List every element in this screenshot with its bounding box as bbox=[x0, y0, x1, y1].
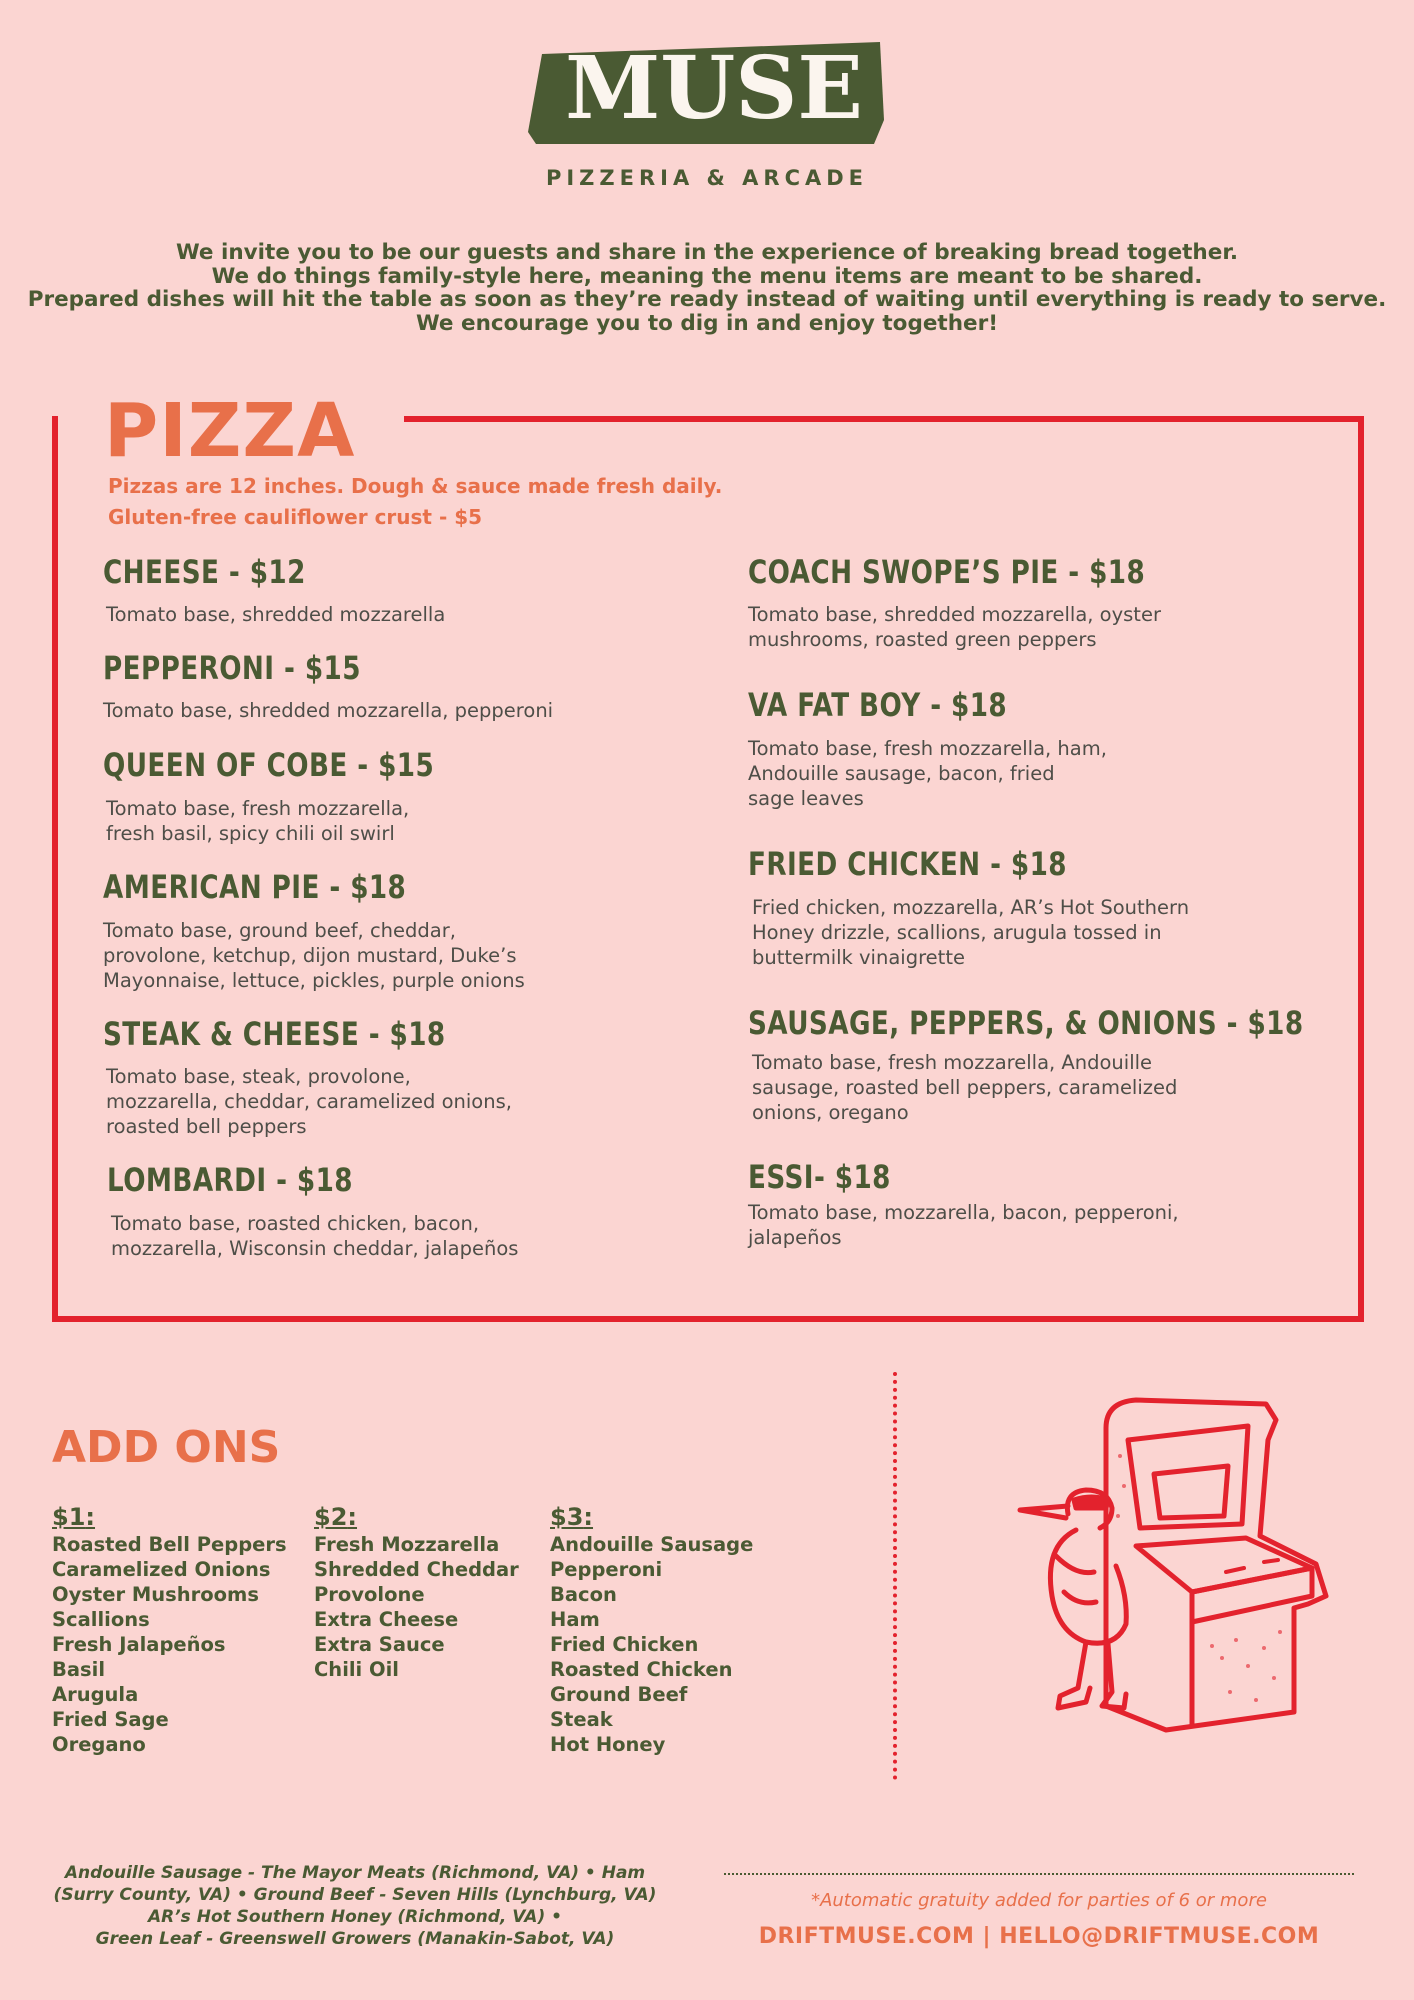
addon-item: Extra Cheese bbox=[314, 1608, 459, 1631]
desc-line: Tomato base, roasted chicken, bacon, bbox=[111, 1212, 480, 1235]
intro-text bbox=[0, 241, 1414, 335]
addon-price-heading: $2: bbox=[314, 1503, 358, 1531]
addon-item: Roasted Chicken bbox=[550, 1658, 733, 1681]
addon-item: Hot Honey bbox=[550, 1733, 666, 1756]
menu-item-desc bbox=[752, 1050, 1177, 1125]
menu-item-desc bbox=[106, 1064, 512, 1139]
menu-item-name: SAUSAGE, PEPPERS, & ONIONS - $18 bbox=[748, 1004, 1304, 1042]
addons-title: ADD ONS bbox=[52, 1422, 281, 1473]
addon-item: Oyster Mushrooms bbox=[52, 1583, 259, 1606]
desc-line: mozzarella, cheddar, caramelized onions, bbox=[106, 1090, 512, 1113]
contact-info[interactable]: DRIFTMUSE.COM | HELLO@DRIFTMUSE.COM bbox=[758, 1924, 1320, 1949]
addon-item: Roasted Bell Peppers bbox=[52, 1533, 287, 1556]
muse-logo bbox=[528, 36, 892, 144]
desc-line: sage leaves bbox=[748, 787, 864, 810]
addon-item: Ham bbox=[550, 1608, 600, 1631]
addon-item: Ground Beef bbox=[550, 1683, 688, 1706]
addon-item: Basil bbox=[52, 1658, 105, 1681]
addon-item: Extra Sauce bbox=[314, 1633, 445, 1656]
desc-line: Tomato base, steak, provolone, bbox=[106, 1065, 411, 1088]
addon-column-3 bbox=[550, 1502, 753, 1757]
pizza-title: PIZZA bbox=[104, 388, 356, 474]
addon-column-2 bbox=[314, 1502, 519, 1682]
desc-line: Tomato base, fresh mozzarella, Andouille bbox=[752, 1051, 1153, 1074]
addon-item: Andouille Sausage bbox=[550, 1533, 754, 1556]
addon-item: Chili Oil bbox=[314, 1658, 399, 1681]
menu-item-name: QUEEN OF COBE - $15 bbox=[103, 746, 435, 784]
desc-line: Andouille sausage, bacon, fried bbox=[748, 762, 1055, 785]
addon-item: Arugula bbox=[52, 1683, 139, 1706]
sources-line: Green Leaf - Greenswell Growers (Manakin-Sabot, VA) bbox=[95, 1929, 615, 1949]
desc-line: jalapeños bbox=[748, 1226, 842, 1249]
desc-line: provolone, ketchup, dijon mustard, Duke’s bbox=[103, 944, 517, 967]
sources-line: (Surry County, VA) • Ground Beef - Seven Hills (Lynchburg, VA) bbox=[53, 1885, 657, 1905]
pizza-note: Pizzas are 12 inches. Dough & sauce made fresh daily. bbox=[108, 474, 723, 498]
menu-item-desc bbox=[103, 918, 525, 993]
addon-item: Steak bbox=[550, 1708, 613, 1731]
addon-item: Oregano bbox=[52, 1733, 146, 1756]
menu-item-name: PEPPERONI - $15 bbox=[103, 649, 361, 687]
addon-price-heading: $3: bbox=[550, 1503, 594, 1531]
desc-line: Tomato base, mozzarella, bacon, pepperoni, bbox=[748, 1201, 1179, 1224]
pizza-note: Gluten-free cauliflower crust - $5 bbox=[108, 505, 483, 529]
menu-item-desc bbox=[748, 602, 1161, 652]
desc-line: Tomato base, ground beef, cheddar, bbox=[103, 919, 456, 942]
horizontal-dotted-divider bbox=[724, 1873, 1354, 1875]
gratuity-note: *Automatic gratuity added for parties of 6 or more bbox=[811, 1890, 1267, 1911]
menu-item-name: AMERICAN PIE - $18 bbox=[103, 868, 407, 906]
menu-item-name: ESSI- $18 bbox=[748, 1158, 891, 1196]
addon-column-1 bbox=[52, 1502, 287, 1757]
desc-line: mozzarella, Wisconsin cheddar, jalapeños bbox=[111, 1237, 519, 1260]
desc-line: onions, oregano bbox=[752, 1101, 909, 1124]
menu-item-desc bbox=[748, 1200, 1179, 1250]
menu-item-name: STEAK & CHEESE - $18 bbox=[103, 1015, 446, 1053]
desc-line: roasted bell peppers bbox=[106, 1115, 307, 1138]
addon-item: Fried Sage bbox=[52, 1708, 169, 1731]
menu-item-name: VA FAT BOY - $18 bbox=[748, 686, 1008, 724]
addon-item: Caramelized Onions bbox=[52, 1558, 271, 1581]
addon-item: Fried Chicken bbox=[550, 1633, 699, 1656]
desc-line: Tomato base, shredded mozzarella bbox=[106, 603, 446, 626]
menu-item-desc bbox=[748, 736, 1107, 811]
intro-line: Prepared dishes will hit the table as soon as they’re ready instead of waiting until everything is ready to serve. bbox=[27, 287, 1387, 312]
desc-line: Tomato base, shredded mozzarella, pepperoni bbox=[103, 699, 554, 722]
desc-line: Mayonnaise, lettuce, pickles, purple onions bbox=[103, 969, 525, 992]
desc-line: Tomato base, shredded mozzarella, oyster bbox=[748, 603, 1161, 626]
desc-line: Honey drizzle, scallions, arugula tossed in bbox=[752, 921, 1162, 944]
sources-line: AR’s Hot Southern Honey (Richmond, VA) • bbox=[147, 1907, 563, 1927]
desc-line: Tomato base, fresh mozzarella, ham, bbox=[748, 737, 1107, 760]
brand-subtitle: PIZZERIA & ARCADE bbox=[545, 166, 869, 190]
menu-item-desc bbox=[106, 602, 445, 627]
logo-text: MUSE bbox=[565, 38, 863, 139]
menu-item-desc bbox=[103, 698, 553, 723]
menu-item-desc bbox=[111, 1211, 518, 1261]
menu-item-desc bbox=[106, 796, 409, 846]
arcade-machine-bird-icon bbox=[1016, 1396, 1336, 1734]
intro-line: We do things family-style here, meaning the menu items are meant to be shared. bbox=[211, 263, 1203, 289]
menu-item-name: COACH SWOPE’S PIE - $18 bbox=[748, 553, 1146, 591]
intro-line: We invite you to be our guests and share in the experience of breaking bread together. bbox=[175, 240, 1239, 265]
addon-item: Bacon bbox=[550, 1583, 617, 1606]
addon-price-heading: $1: bbox=[52, 1503, 96, 1531]
desc-line: Fried chicken, mozzarella, AR’s Hot Southern bbox=[752, 896, 1190, 919]
addon-item: Provolone bbox=[314, 1583, 425, 1606]
desc-line: buttermilk vinaigrette bbox=[752, 946, 965, 969]
pizza-frame-top bbox=[404, 416, 1364, 422]
menu-item-name: FRIED CHICKEN - $18 bbox=[748, 845, 1067, 883]
menu-item-name: CHEESE - $12 bbox=[103, 553, 306, 591]
intro-line: We encourage you to dig in and enjoy together! bbox=[415, 310, 998, 336]
desc-line: mushrooms, roasted green peppers bbox=[748, 628, 1097, 651]
addon-item: Pepperoni bbox=[550, 1558, 663, 1581]
addon-item: Fresh Mozzarella bbox=[314, 1533, 500, 1556]
menu-item-name: LOMBARDI - $18 bbox=[107, 1161, 353, 1199]
addon-item: Scallions bbox=[52, 1608, 150, 1631]
menu-item-desc bbox=[752, 895, 1189, 970]
vertical-dotted-divider bbox=[893, 1372, 897, 1780]
desc-line: sausage, roasted bell peppers, caramelized bbox=[752, 1076, 1178, 1099]
desc-line: Tomato base, fresh mozzarella, bbox=[106, 797, 410, 820]
ingredient-sources bbox=[40, 1862, 670, 1950]
addon-item: Fresh Jalapeños bbox=[52, 1633, 226, 1656]
desc-line: fresh basil, spicy chili oil swirl bbox=[106, 822, 395, 845]
addon-item: Shredded Cheddar bbox=[314, 1558, 519, 1581]
sources-line: Andouille Sausage - The Mayor Meats (Richmond, VA) • Ham bbox=[64, 1863, 646, 1883]
